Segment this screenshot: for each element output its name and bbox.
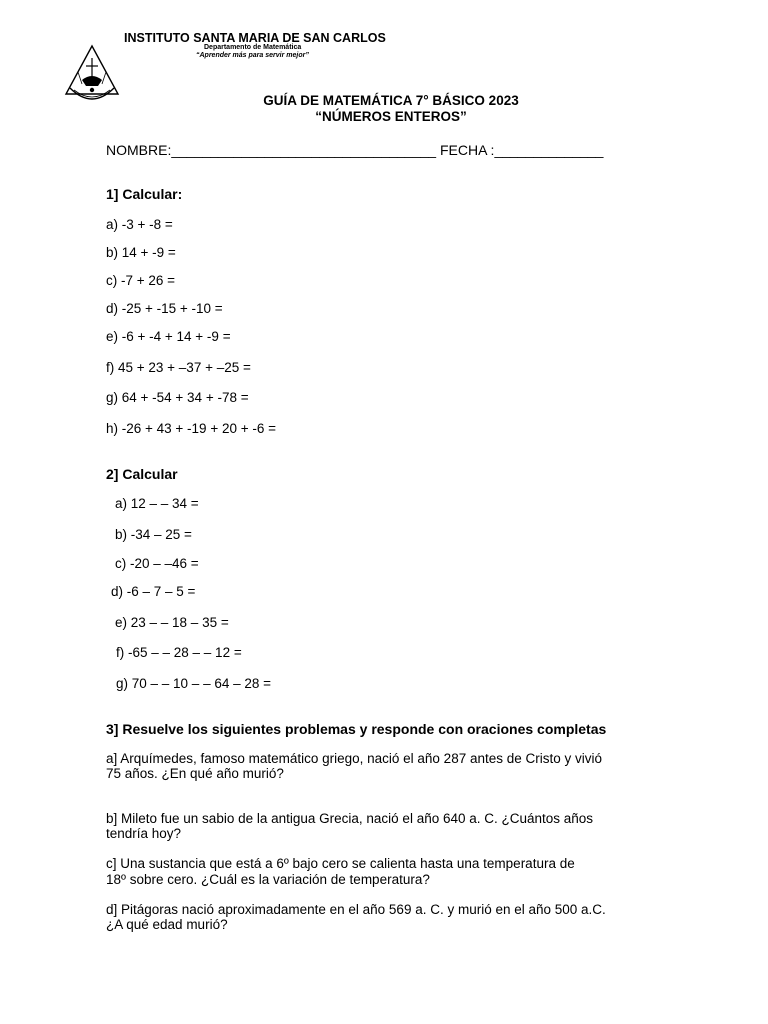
exercise-1d: d) -25 + -15 + -10 = <box>106 301 223 316</box>
worksheet-title: GUÍA DE MATEMÁTICA 7° BÁSICO 2023 <box>263 93 519 108</box>
exercise-2g: g) 70 – – 10 – – 64 – 28 = <box>116 676 271 691</box>
exercise-2c: c) -20 – –46 = <box>115 556 199 571</box>
worksheet-subtitle: “NÚMEROS ENTEROS” <box>315 109 467 124</box>
exercise-1e: e) -6 + -4 + 14 + -9 = <box>106 329 231 344</box>
section-1-heading: 1] Calcular: <box>106 186 183 202</box>
name-label: NOMBRE: <box>106 142 172 158</box>
exercise-2d: d) -6 – 7 – 5 = <box>111 584 196 599</box>
date-blank[interactable]: ______________ <box>494 142 604 158</box>
date-label: FECHA : <box>436 142 495 158</box>
exercise-1a: a) -3 + -8 = <box>106 217 173 232</box>
institution-name: INSTITUTO SANTA MARIA DE SAN CARLOS <box>124 31 386 45</box>
school-motto: “Aprender más para servir mejor” <box>196 52 309 59</box>
problem-b-line1: b] Mileto fue un sabio de la antigua Grecia, nació el año 640 a. C. ¿Cuántos años <box>106 811 594 826</box>
exercise-2f: f) -65 – – 28 – – 12 = <box>116 645 242 660</box>
problem-c-line2: 18º sobre cero. ¿Cuál es la variación de temperatura? <box>106 872 430 887</box>
exercise-2a: a) 12 – – 34 = <box>115 496 199 511</box>
problem-a-line1: a] Arquímedes, famoso matemático griego, nació el año 287 antes de Cristo y vivió <box>106 751 603 766</box>
exercise-1b: b) 14 + -9 = <box>106 245 176 260</box>
problem-c-line1: c] Una sustancia que está a 6º bajo cero se calienta hasta una temperatura de <box>106 856 575 871</box>
exercise-1f: f) 45 + 23 + –37 + –25 = <box>106 360 251 375</box>
exercise-1g: g) 64 + -54 + 34 + -78 = <box>106 390 249 405</box>
problem-a-line2: 75 años. ¿En qué año murió? <box>106 766 284 781</box>
name-blank[interactable]: __________________________________ <box>171 142 437 158</box>
problem-d-line2: ¿A qué edad murió? <box>106 917 228 932</box>
exercise-1c: c) -7 + 26 = <box>106 273 176 288</box>
department-name: Departamento de Matemática <box>204 44 302 51</box>
exercise-2b: b) -34 – 25 = <box>115 527 192 542</box>
section-2-heading: 2] Calcular <box>106 466 178 482</box>
exercise-1h: h) -26 + 43 + -19 + 20 + -6 = <box>106 421 276 436</box>
student-info-line <box>106 142 603 158</box>
section-3-heading: 3] Resuelve los siguientes problemas y responde con oraciones completas <box>106 721 607 737</box>
problem-b-line2: tendría hoy? <box>106 826 182 841</box>
exercise-2e: e) 23 – – 18 – 35 = <box>115 615 229 630</box>
problem-d-line1: d] Pitágoras nació aproximadamente en el año 569 a. C. y murió en el año 500 a.C. <box>106 902 606 917</box>
